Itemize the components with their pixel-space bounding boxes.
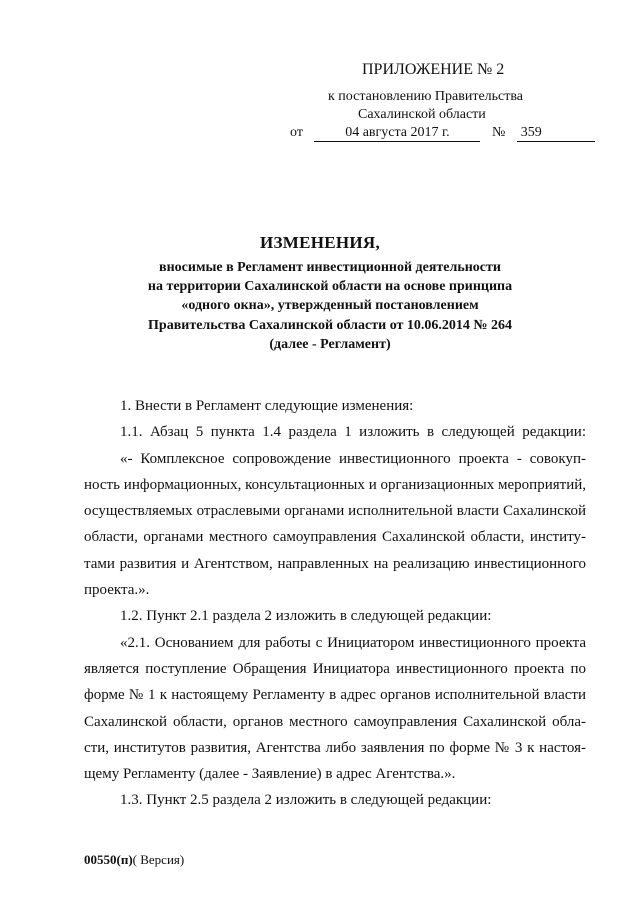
decree-number: 359 [517, 125, 595, 142]
body-line: является поступление Обращения Инициатора инвестиционного проекта по [84, 660, 586, 677]
document-heading: ИЗМЕНЕНИЯ, [259, 233, 381, 252]
body-line: форме № 1 к настоящему Регламенту в адрес органов исполнительной власти [84, 687, 586, 704]
body-line: сти, институтов развития, Агентства либо заявления по форме № 3 к настоя- [84, 739, 586, 756]
subtitle-line: «одного окна», утвержденный постановлением [181, 298, 479, 314]
body-line: 1.2. Пункт 2.1 раздела 2 изложить в следующей редакции: [120, 608, 492, 625]
subtitle-line: Правительства Сахалинской области от 10.06.2014 № 264 [148, 317, 512, 333]
body-line: тами развития и Агентством, направленных на реализацию инвестиционного [84, 555, 586, 572]
appendix-reference-line: к постановлению Правительства [328, 89, 524, 104]
decree-date: 04 августа 2017 г. [314, 125, 480, 142]
appendix-region-line: Сахалинской области [358, 107, 486, 122]
document-code: 00550(п) [84, 852, 133, 867]
body-line: «2.1. Основанием для работы с Инициатором инвестиционного проекта [120, 634, 586, 651]
appendix-title: ПРИЛОЖЕНИЕ № 2 [362, 61, 505, 78]
subtitle-line: на территории Сахалинской области на основе принципа [147, 279, 513, 295]
body-line: ность информационных, консультационных и организационных мероприятий, [84, 476, 586, 493]
subtitle-line: вносимые в Регламент инвестиционной деятельности [159, 260, 501, 275]
from-label: от [290, 125, 303, 140]
subtitle-line: (далее - Регламент) [269, 336, 391, 352]
body-line: 1. Внести в Регламент следующие изменения: [120, 398, 414, 414]
body-line: 1.1. Абзац 5 пункта 1.4 раздела 1 изложить в следующей редакции: [120, 424, 586, 441]
appendix-date-number-line [290, 124, 595, 142]
body-line: 1.3. Пункт 2.5 раздела 2 изложить в следующей редакции: [120, 792, 492, 809]
body-line: Сахалинской области, органов местного самоуправления Сахалинской обла- [84, 713, 586, 730]
document-version: ( Версия) [132, 852, 185, 867]
number-label: № [491, 125, 506, 140]
document-subtitle [120, 258, 540, 354]
body-line: проекта.». [84, 582, 150, 599]
body-line: осуществляемых отраслевыми органами исполнительной власти Сахалинской [84, 503, 586, 520]
body-line: щему Регламенту (далее - Заявление) в адрес Агентства.». [84, 766, 456, 783]
body-line: области, органами местного самоуправления Сахалинской области, институ- [84, 529, 586, 546]
document-footer [84, 852, 184, 868]
body-line: «- Комплексное сопровождение инвестиционного проекта - совокуп- [120, 450, 586, 467]
document-body [84, 393, 586, 814]
